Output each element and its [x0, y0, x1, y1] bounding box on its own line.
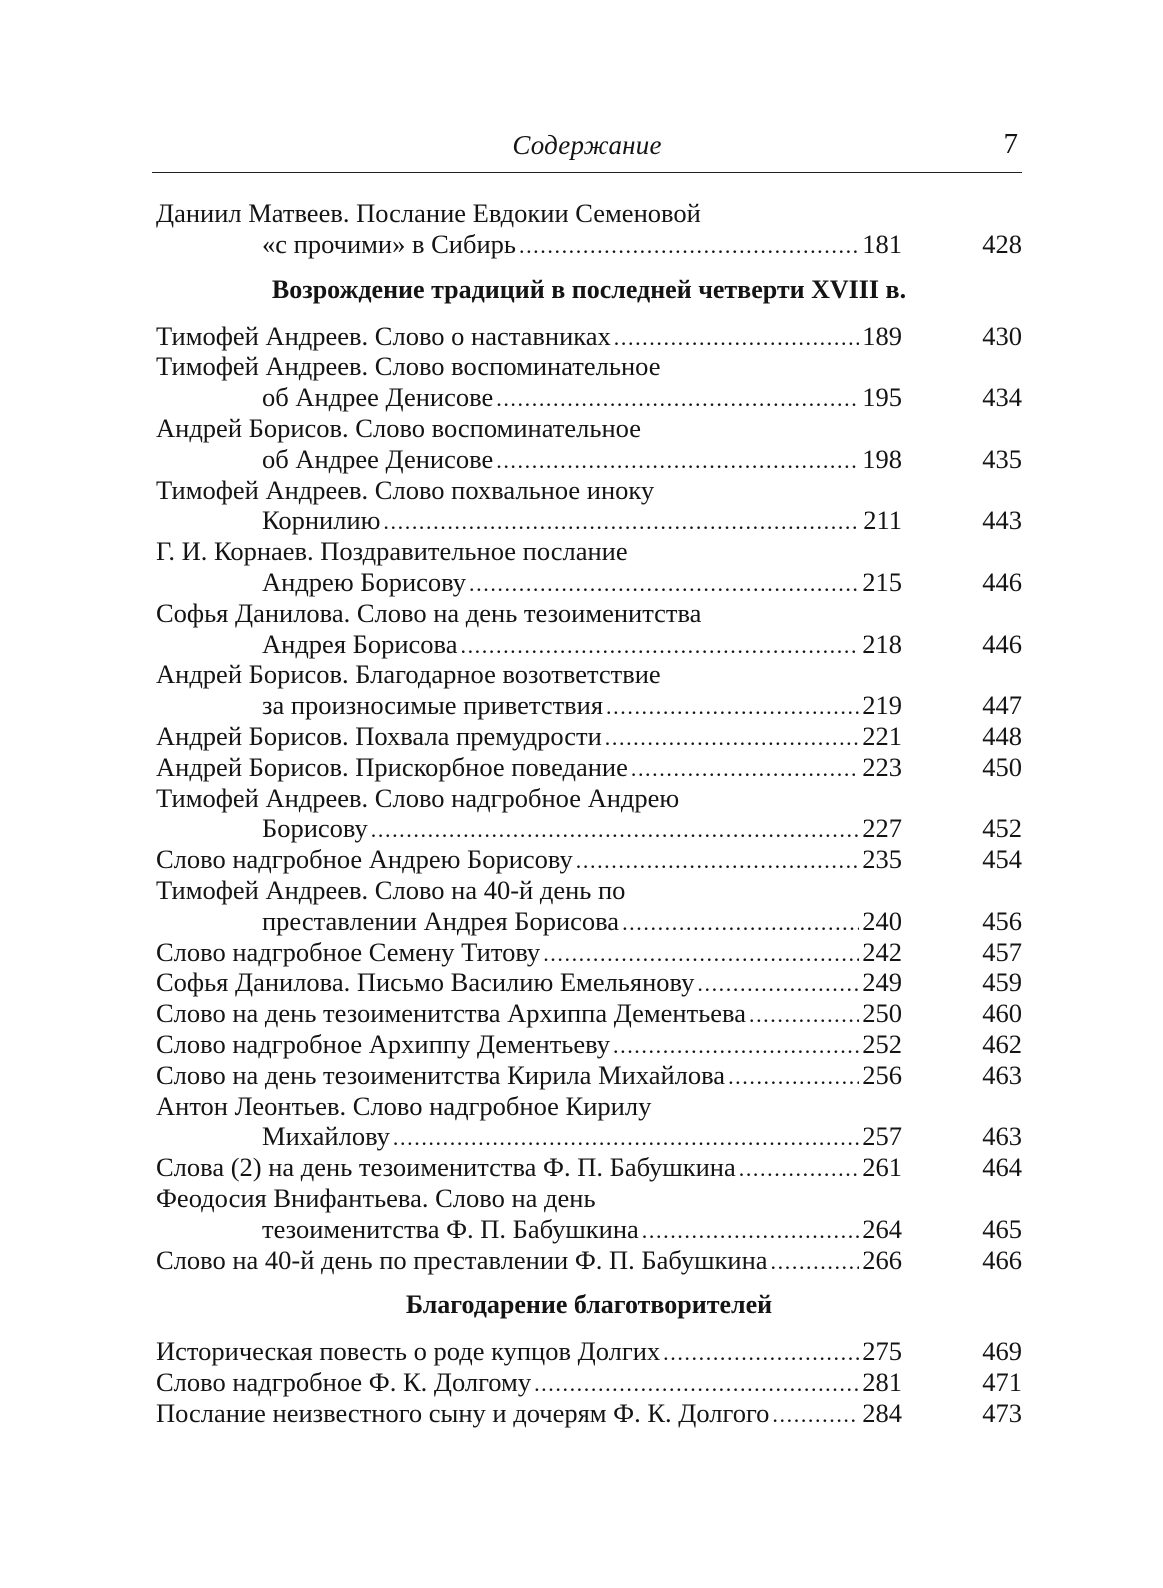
- toc-entry[interactable]: [156, 721, 1022, 752]
- text-page-number: 281: [862, 1367, 902, 1398]
- toc-entry[interactable]: [156, 413, 1022, 475]
- entry-title: Тимофей Андреев. Слово о наставниках: [156, 320, 611, 351]
- toc-entry[interactable]: [156, 875, 1022, 937]
- toc-entry[interactable]: [156, 967, 1022, 998]
- text-page-number: 223: [862, 751, 902, 782]
- dot-leader: [772, 1400, 859, 1431]
- dot-leader: [460, 631, 859, 662]
- commentary-page-number: 463: [982, 1121, 1022, 1152]
- commentary-page-number: 443: [982, 505, 1022, 536]
- toc-entry[interactable]: [156, 475, 1022, 537]
- text-page-number: 256: [862, 1059, 902, 1090]
- toc-entry[interactable]: [156, 1336, 1022, 1367]
- commentary-page-number: 448: [982, 720, 1022, 751]
- entry-title-continuation: Андрею Борисову: [262, 566, 467, 597]
- entry-title-continuation: «с прочими» в Сибирь: [262, 228, 516, 259]
- dot-leader: [393, 1123, 859, 1154]
- entry-title-line: Тимофей Андреев. Слово воспоминательное: [156, 351, 661, 382]
- dot-leader: [576, 846, 859, 877]
- text-page-number: 264: [862, 1213, 902, 1244]
- entry-title: Послание неизвестного сыну и дочерям Ф. К. Долгого: [156, 1397, 770, 1428]
- entry-title-line: Даниил Матвеев. Послание Евдокии Семеновой: [156, 198, 701, 228]
- commentary-page-number: 430: [982, 320, 1022, 351]
- commentary-page-number: 457: [982, 936, 1022, 967]
- text-page-number: 218: [862, 628, 902, 659]
- text-page-number: 189: [862, 320, 902, 351]
- dot-leader: [469, 569, 859, 600]
- entry-title-line: Софья Данилова. Слово на день тезоименитства: [156, 597, 702, 628]
- commentary-page-number: 469: [982, 1336, 1022, 1367]
- toc-entry[interactable]: [156, 536, 1022, 598]
- entry-title-line: Андрей Борисов. Слово воспоминательное: [156, 412, 641, 443]
- text-page-number: 266: [862, 1244, 902, 1275]
- commentary-page-number: 466: [982, 1244, 1022, 1275]
- text-page-number: 261: [862, 1152, 902, 1183]
- text-page-number: 221: [862, 720, 902, 751]
- dot-leader: [534, 1369, 859, 1400]
- dot-leader: [642, 1216, 859, 1247]
- entry-title: Слово надгробное Архиппу Дементьеву: [156, 1028, 610, 1059]
- entry-title: Слово на день тезоименитства Архиппа Дементьева: [156, 998, 746, 1029]
- entry-title: Слово надгробное Ф. К. Долгому: [156, 1367, 532, 1398]
- entry-title: Андрей Борисов. Прискорбное поведание: [156, 751, 628, 782]
- entry-title: Слова (2) на день тезоименитства Ф. П. Бабушкина: [156, 1152, 736, 1183]
- entry-title-continuation: об Андрее Денисове: [262, 443, 494, 474]
- dot-leader: [663, 1338, 859, 1369]
- toc-entry[interactable]: [156, 998, 1022, 1029]
- dot-leader: [543, 939, 859, 970]
- commentary-page-number: 454: [982, 844, 1022, 875]
- dot-leader: [519, 231, 859, 262]
- text-page-number: 227: [862, 813, 902, 844]
- text-page-number: 198: [862, 443, 902, 474]
- entry-title: Слово надгробное Андрею Борисову: [156, 844, 573, 875]
- entry-title: Слово на 40-й день по преставлении Ф. П. Бабушкина: [156, 1244, 768, 1275]
- toc-entry[interactable]: [156, 1060, 1022, 1091]
- commentary-page-number: 465: [982, 1213, 1022, 1244]
- commentary-page-number: 450: [982, 751, 1022, 782]
- section-heading: Благодарение благотворителей: [405, 1290, 773, 1320]
- commentary-page-number: 452: [982, 813, 1022, 844]
- commentary-page-number: 456: [982, 905, 1022, 936]
- toc-entry[interactable]: [156, 351, 1022, 413]
- entry-title: Софья Данилова. Письмо Василию Емельянову: [156, 967, 695, 998]
- dot-leader: [728, 1062, 859, 1093]
- text-page-number: 215: [862, 566, 902, 597]
- entry-title-line: Андрей Борисов. Благодарное возответствие: [156, 659, 661, 690]
- text-page-number: 284: [862, 1397, 902, 1428]
- dot-leader: [622, 908, 859, 939]
- dot-leader: [739, 1154, 860, 1185]
- text-page-number: 252: [862, 1028, 902, 1059]
- commentary-page-number: 428: [982, 228, 1022, 259]
- text-page-number: 257: [862, 1121, 902, 1152]
- section-heading: Возрождение традиций в последней четверти XVIII в.: [271, 274, 907, 304]
- toc-entry[interactable]: [156, 1245, 1022, 1276]
- page-number: 7: [1003, 128, 1018, 160]
- text-page-number: 249: [862, 967, 902, 998]
- dot-leader: [371, 815, 859, 846]
- entry-title-continuation: Андрея Борисова: [262, 628, 458, 659]
- table-of-contents: [156, 198, 1022, 1429]
- commentary-page-number: 434: [982, 382, 1022, 413]
- entry-title-continuation: за произносимые приветствия: [262, 690, 604, 721]
- commentary-page-number: 463: [982, 1059, 1022, 1090]
- toc-entry[interactable]: [156, 752, 1022, 783]
- toc-entry[interactable]: [156, 1183, 1022, 1245]
- commentary-page-number: 460: [982, 998, 1022, 1029]
- toc-entry[interactable]: [156, 844, 1022, 875]
- toc-entry[interactable]: [156, 1152, 1022, 1183]
- commentary-page-number: 464: [982, 1152, 1022, 1183]
- entry-title-line: Тимофей Андреев. Слово похвальное иноку: [156, 474, 655, 505]
- commentary-page-number: 462: [982, 1028, 1022, 1059]
- dot-leader: [605, 723, 859, 754]
- entry-title: Историческая повесть о роде купцов Долгих: [156, 1336, 661, 1367]
- commentary-page-number: 459: [982, 967, 1022, 998]
- text-page-number: 219: [862, 690, 902, 721]
- entry-title-continuation: преставлении Андрея Борисова: [262, 905, 620, 936]
- entry-title-continuation: Михайлову: [262, 1121, 390, 1152]
- entry-title-continuation: Корнилию: [262, 505, 381, 536]
- text-page-number: 211: [863, 505, 902, 536]
- dot-leader: [614, 323, 859, 354]
- text-page-number: 240: [862, 905, 902, 936]
- dot-leader: [383, 507, 860, 538]
- dot-leader: [496, 446, 859, 477]
- dot-leader: [631, 754, 859, 785]
- dot-leader: [749, 1000, 859, 1031]
- toc-entry[interactable]: [156, 321, 1022, 352]
- entry-title: Слово надгробное Семену Титову: [156, 936, 541, 967]
- dot-leader: [697, 969, 859, 1000]
- toc-entry[interactable]: [156, 1029, 1022, 1060]
- dot-leader: [613, 1031, 859, 1062]
- toc-entry[interactable]: [156, 1367, 1022, 1398]
- commentary-page-number: 471: [982, 1367, 1022, 1398]
- text-page-number: 242: [862, 936, 902, 967]
- running-head-title: Содержание: [512, 130, 662, 160]
- toc-entry[interactable]: [156, 198, 1022, 260]
- entry-title-line: Тимофей Андреев. Слово надгробное Андрею: [156, 782, 680, 813]
- toc-entry[interactable]: [156, 659, 1022, 721]
- entry-title-continuation: об Андрее Денисове: [262, 382, 494, 413]
- toc-entry[interactable]: [156, 1398, 1022, 1429]
- entry-title-continuation: Борисову: [262, 813, 368, 844]
- text-page-number: 250: [862, 998, 902, 1029]
- toc-entry[interactable]: [156, 1091, 1022, 1153]
- commentary-page-number: 447: [982, 690, 1022, 721]
- entry-title: Слово на день тезоименитства Кирила Михайлова: [156, 1059, 726, 1090]
- text-page-number: 181: [862, 228, 902, 259]
- commentary-page-number: 446: [982, 628, 1022, 659]
- text-page-number: 275: [862, 1336, 902, 1367]
- commentary-page-number: 473: [982, 1397, 1022, 1428]
- entry-title-line: Антон Леонтьев. Слово надгробное Кирилу: [156, 1090, 652, 1121]
- entry-title-line: Г. И. Корнаев. Поздравительное послание: [156, 536, 628, 567]
- commentary-page-number: 435: [982, 443, 1022, 474]
- entry-title-line: Тимофей Андреев. Слово на 40-й день по: [156, 874, 626, 905]
- entry-title-continuation: тезоименитства Ф. П. Бабушкина: [262, 1213, 639, 1244]
- toc-entry[interactable]: [156, 598, 1022, 660]
- dot-leader: [771, 1247, 860, 1278]
- text-page-number: 195: [862, 382, 902, 413]
- toc-entry[interactable]: [156, 783, 1022, 845]
- dot-leader: [606, 692, 859, 723]
- dot-leader: [496, 384, 859, 415]
- running-head: [152, 126, 1022, 173]
- toc-entry[interactable]: [156, 937, 1022, 968]
- commentary-page-number: 446: [982, 566, 1022, 597]
- entry-title-line: Феодосия Внифантьева. Слово на день: [156, 1182, 596, 1213]
- entry-title: Андрей Борисов. Похвала премудрости: [156, 720, 602, 751]
- text-page-number: 235: [862, 844, 902, 875]
